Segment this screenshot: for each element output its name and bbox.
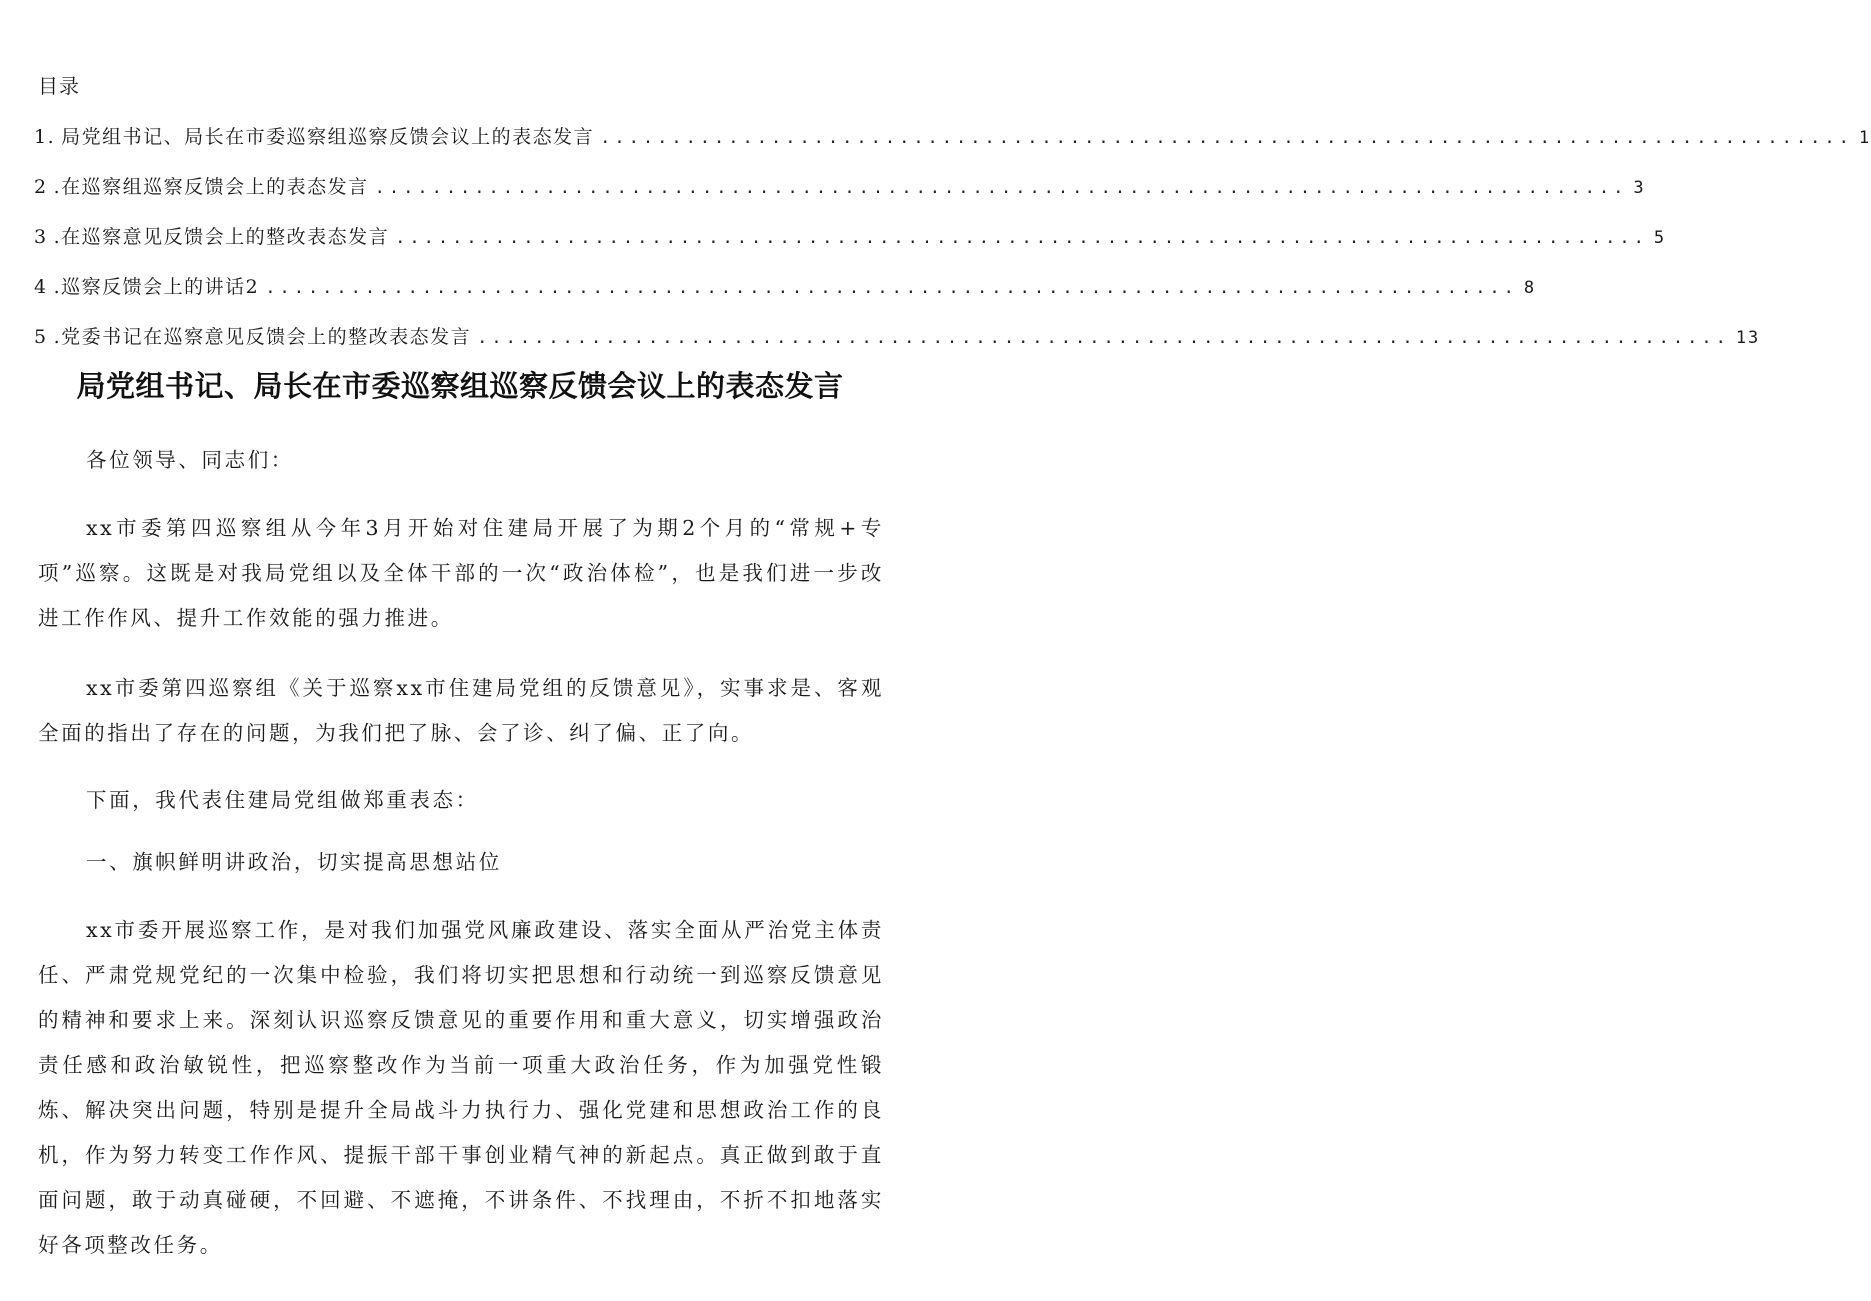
toc-entry-number: 4 — [34, 276, 48, 298]
toc-entry-title: 局党组书记、局长在市委巡察组巡察反馈会议上的表态发言 — [61, 126, 595, 148]
toc-dot-leader: ........................................................................................ — [395, 228, 1648, 248]
toc-entry-title: .在巡察组巡察反馈会上的表态发言 — [53, 176, 369, 198]
toc-entry-page: 1 — [1858, 128, 1871, 148]
body-paragraph: xx市委第四巡察组从今年3月开始对住建局开展了为期2个月的“常规+专项”巡察。这既是对我局党组以及全体干部的一次“政治体检”，也是我们进一步改进工作作风、提升工作效能的强力推进。 — [38, 516, 884, 630]
salutation: 各位领导、同志们： — [86, 448, 294, 472]
toc-heading: 目录 — [38, 74, 80, 98]
toc-dot-leader: ........................................................................................ — [265, 278, 1518, 298]
body-paragraph: xx市委第四巡察组《关于巡察xx市住建局党组的反馈意见》，实事求是、客观全面的指出了存在的问题，为我们把了脉、会了诊、纠了偏、正了向。 — [38, 676, 884, 745]
toc-entry[interactable] — [34, 222, 1667, 249]
toc-entry[interactable] — [34, 272, 1537, 299]
toc-entry[interactable] — [34, 172, 1646, 199]
toc-entry-number: 3 — [34, 226, 48, 248]
toc-entry-page: 8 — [1523, 278, 1537, 298]
toc-entry-title: .巡察反馈会上的讲话2 — [53, 276, 260, 298]
section-heading: 一、旗帜鲜明讲政治，切实提高思想站位 — [86, 850, 502, 874]
toc-entry[interactable] — [34, 322, 1761, 349]
toc-dot-leader: ........................................................................................ — [477, 328, 1730, 348]
toc-entry-page: 13 — [1735, 328, 1761, 348]
toc-entry-title: .党委书记在巡察意见反馈会上的整改表态发言 — [53, 326, 472, 348]
document-title: 局党组书记、局长在市委巡察组巡察反馈会议上的表态发言 — [76, 369, 844, 403]
toc-entry-number: 5 — [34, 326, 48, 348]
toc-entry-number: 1. — [34, 126, 56, 148]
toc-dot-leader: ........................................................................................ — [600, 128, 1853, 148]
toc-entry-number: 2 — [34, 176, 48, 198]
toc-entry-page: 3 — [1633, 178, 1646, 198]
body-paragraph: xx市委开展巡察工作，是对我们加强党风廉政建设、落实全面从严治党主体责任、严肃党规党纪的一次集中检验，我们将切实把思想和行动统一到巡察反馈意见的精神和要求上来。深刻认识巡察反馈意见的重要作用和重大意义，切实增强政治责任感和政治敏锐性，把巡察整改作为当前一项重大政治任务，作为加强党性锻炼、解决突出问题，特别是提升全局战斗力执行力、强化党建和思想政治工作的良机，作为努力转变工作作风、提振干部干事创业精气神的新起点。真正做到敢于直面问题，敢于动真碰硬，不回避、不遮掩，不讲条件、不找理由，不折不扣地落实好各项整改任务。 — [38, 918, 884, 1257]
toc-entry-page: 5 — [1653, 228, 1667, 248]
body-paragraph: 下面，我代表住建局党组做郑重表态： — [86, 788, 479, 812]
toc-entry[interactable] — [34, 122, 1871, 149]
toc-entry-title: .在巡察意见反馈会上的整改表态发言 — [53, 226, 390, 248]
toc-dot-leader: ........................................................................................ — [374, 178, 1628, 198]
